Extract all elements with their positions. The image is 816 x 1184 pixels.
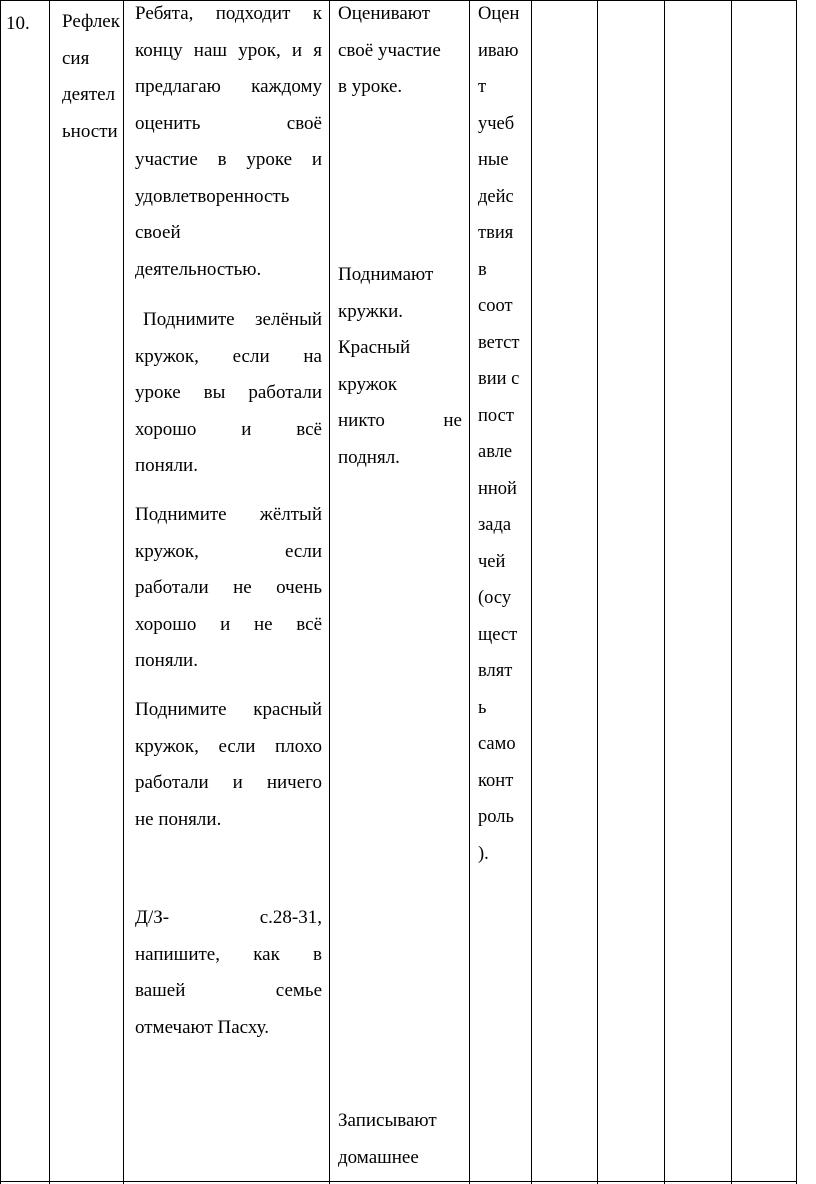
column-divider [329, 0, 330, 1184]
teacher-line: деятельностью. [135, 258, 262, 280]
column-divider [49, 0, 50, 1184]
teacher-line: Д/З- с.28-31, [135, 907, 322, 928]
teacher-line: не поняли. [135, 808, 222, 830]
stage-cell [62, 4, 118, 150]
uud-line: ные [478, 150, 509, 170]
teacher-line: предлагаю каждому [135, 76, 322, 97]
uud-line: само [478, 734, 516, 754]
row-number: 10. [6, 13, 30, 34]
teacher-green-instruction [135, 302, 322, 485]
uud-line: дейс [478, 186, 514, 207]
teacher-intro [135, 0, 322, 288]
teacher-line: удовлетворенность [135, 185, 290, 207]
teacher-line: Поднимите красный [135, 699, 322, 720]
teacher-line: кружок, если плохо [135, 735, 322, 757]
students-line: никто не [338, 410, 462, 431]
students-line: Поднимают [338, 264, 434, 285]
teacher-red-instruction [135, 692, 322, 838]
uud-line: иваю [478, 40, 519, 61]
stage-line: Рефлек [62, 11, 120, 32]
table-border-bottom [0, 1181, 797, 1182]
uud-line: нной [478, 478, 517, 499]
uud-line: вии с [478, 369, 520, 389]
students-line: Оценивают [338, 3, 431, 24]
teacher-line: отмечают Пасху. [135, 1016, 269, 1038]
teacher-line: концу наш урок, и я [135, 39, 322, 61]
uud-line: соот [478, 296, 513, 316]
column-divider [597, 0, 598, 1184]
uud-line: пост [478, 405, 514, 426]
stage-line: ьности [62, 120, 118, 142]
uud-line: щест [478, 624, 518, 645]
students-line: кружок [338, 373, 398, 395]
column-divider [664, 0, 665, 1184]
uud-line: ь [478, 697, 487, 718]
students-line: кружки. [338, 300, 404, 322]
students-line: Красный [338, 337, 411, 358]
teacher-line: поняли. [135, 455, 198, 476]
students-line: Записывают [338, 1110, 437, 1131]
students-assess [338, 0, 462, 106]
students-write-homework [338, 1103, 462, 1176]
uud-line: авле [478, 442, 513, 462]
students-line: в уроке. [338, 76, 403, 97]
students-line: поднял. [338, 446, 400, 468]
uud-line: влят [478, 661, 513, 681]
teacher-line: работали и ничего [135, 772, 322, 793]
stage-line: деятел [62, 84, 116, 105]
students-raise-circles [338, 257, 462, 476]
uud-line: т [478, 77, 487, 97]
stage-line: сия [62, 47, 90, 69]
uud-line: зада [478, 515, 512, 535]
column-divider [731, 0, 732, 1184]
teacher-line: хорошо и всё [135, 418, 322, 440]
teacher-line: хорошо и не всё [135, 613, 322, 635]
teacher-line: Поднимите зелёный [143, 309, 322, 330]
teacher-line: напишите, как в [135, 943, 322, 965]
column-divider [469, 0, 470, 1184]
teacher-homework [135, 900, 322, 1046]
teacher-line: кружок, если на [135, 345, 322, 367]
teacher-line: оценить своё [135, 112, 322, 134]
uud-line: чей [478, 551, 506, 572]
column-divider [531, 0, 532, 1184]
teacher-line: Ребята, подходит к [135, 3, 322, 24]
teacher-line: работали не очень [135, 577, 322, 598]
table-border-right [796, 0, 797, 1184]
uud-line: ветст [478, 332, 520, 353]
teacher-line: Поднимите жёлтый [135, 504, 322, 525]
students-line: домашнее [338, 1146, 419, 1168]
uud-line: конт [478, 770, 514, 791]
teacher-line: участие в уроке и [135, 149, 322, 170]
uud-line: учеб [478, 113, 515, 134]
teacher-line: кружок, если [135, 540, 322, 562]
teacher-line: поняли. [135, 650, 198, 671]
teacher-yellow-instruction [135, 497, 322, 680]
uud-line: (осу [478, 588, 512, 608]
table-border-left [0, 0, 1, 1184]
teacher-line: своей [135, 222, 181, 243]
uud-line: ). [478, 843, 489, 864]
uud-line: твия [478, 223, 514, 243]
students-line: своё участие [338, 39, 441, 61]
column-divider [123, 0, 124, 1184]
teacher-line: уроке вы работали [135, 382, 322, 403]
uud-cell [478, 0, 524, 872]
uud-line: в [478, 259, 487, 280]
uud-line: Оцен [478, 4, 520, 24]
uud-line: роль [478, 807, 514, 827]
teacher-line: вашей семье [135, 980, 322, 1001]
